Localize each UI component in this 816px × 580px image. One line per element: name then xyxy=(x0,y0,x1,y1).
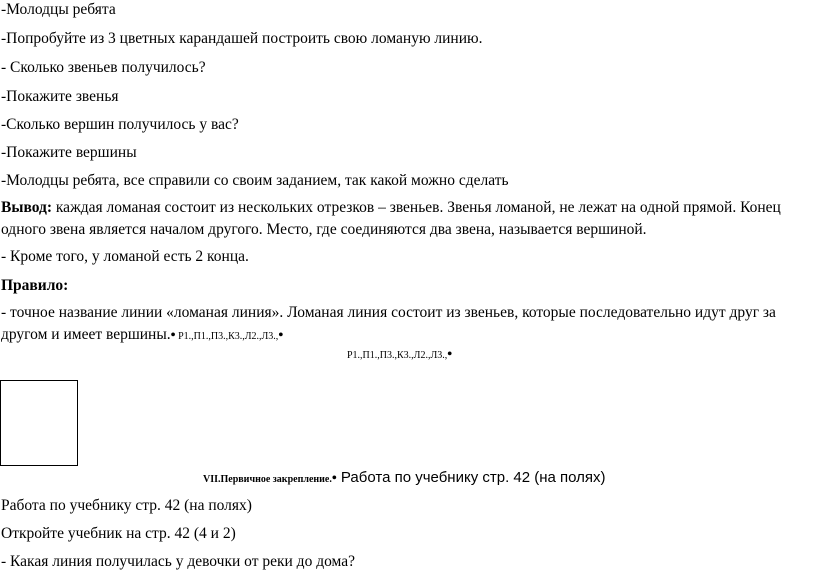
conclusion-text: каждая ломаная состоит из нескольких отрезков – звеньев. Звенья ломаной, не лежат на одной прямой. Конец одного звена является началом другого. Место, где соединяются два звена, называется вершиной. xyxy=(1,199,781,238)
text-line-question-girl: - Какая линия получилась у девочки от реки до дома? xyxy=(1,553,355,570)
small-repeat-line xyxy=(347,348,452,363)
text-line-task: -Попробуйте из 3 цветных карандашей построить свою ломаную линию. xyxy=(1,30,483,47)
rule-heading xyxy=(1,276,68,296)
text-line-textbook-work: Работа по учебнику стр. 42 (на полях) xyxy=(1,497,252,514)
text-line-open-textbook: Откройте учебник на стр. 42 (4 и 2) xyxy=(1,525,236,542)
text-line-praise: -Молодцы ребята xyxy=(1,1,116,18)
text-line-show-vertices: -Покажите вершины xyxy=(1,144,137,161)
rule-text: - точное название линии «ломаная линия». Ломаная линия состоит из звеньев, которые последовательно идут друг за другом и имеет вершины. xyxy=(1,304,776,343)
section-text: Работа по учебнику стр. 42 (на полях) xyxy=(336,469,606,486)
text-line-question-links: - Сколько звеньев получилось? xyxy=(1,59,206,76)
section-label: VII.Первичное закрепление. xyxy=(203,474,332,485)
text-line-question-vertices: -Сколько вершин получилось у вас? xyxy=(1,116,239,133)
bullet-icon: • xyxy=(447,347,453,362)
bullet-icon: • xyxy=(278,328,284,343)
rule-small-text: Р1.,П1.,П3.,К3.,Л2.,Л3., xyxy=(175,331,279,342)
bullet-icon: • xyxy=(170,328,176,343)
conclusion-paragraph xyxy=(1,197,801,241)
small-repeat-text: Р1.,П1.,П3.,К3.,Л2.,Л3., xyxy=(347,350,448,361)
conclusion-label: Вывод: xyxy=(1,199,53,216)
text-line-praise-conclusion: -Молодцы ребята, все справили со своим заданием, так какой можно сделать xyxy=(1,172,509,189)
rule-heading-label: Правило: xyxy=(1,277,69,294)
empty-image-frame xyxy=(0,380,78,466)
rule-paragraph xyxy=(1,302,801,348)
text-line-ends: - Кроме того, у ломаной есть 2 конца. xyxy=(1,248,249,265)
section-heading-line xyxy=(203,468,606,490)
bullet-icon: • xyxy=(331,471,337,486)
text-line-show-links: -Покажите звенья xyxy=(1,88,119,105)
